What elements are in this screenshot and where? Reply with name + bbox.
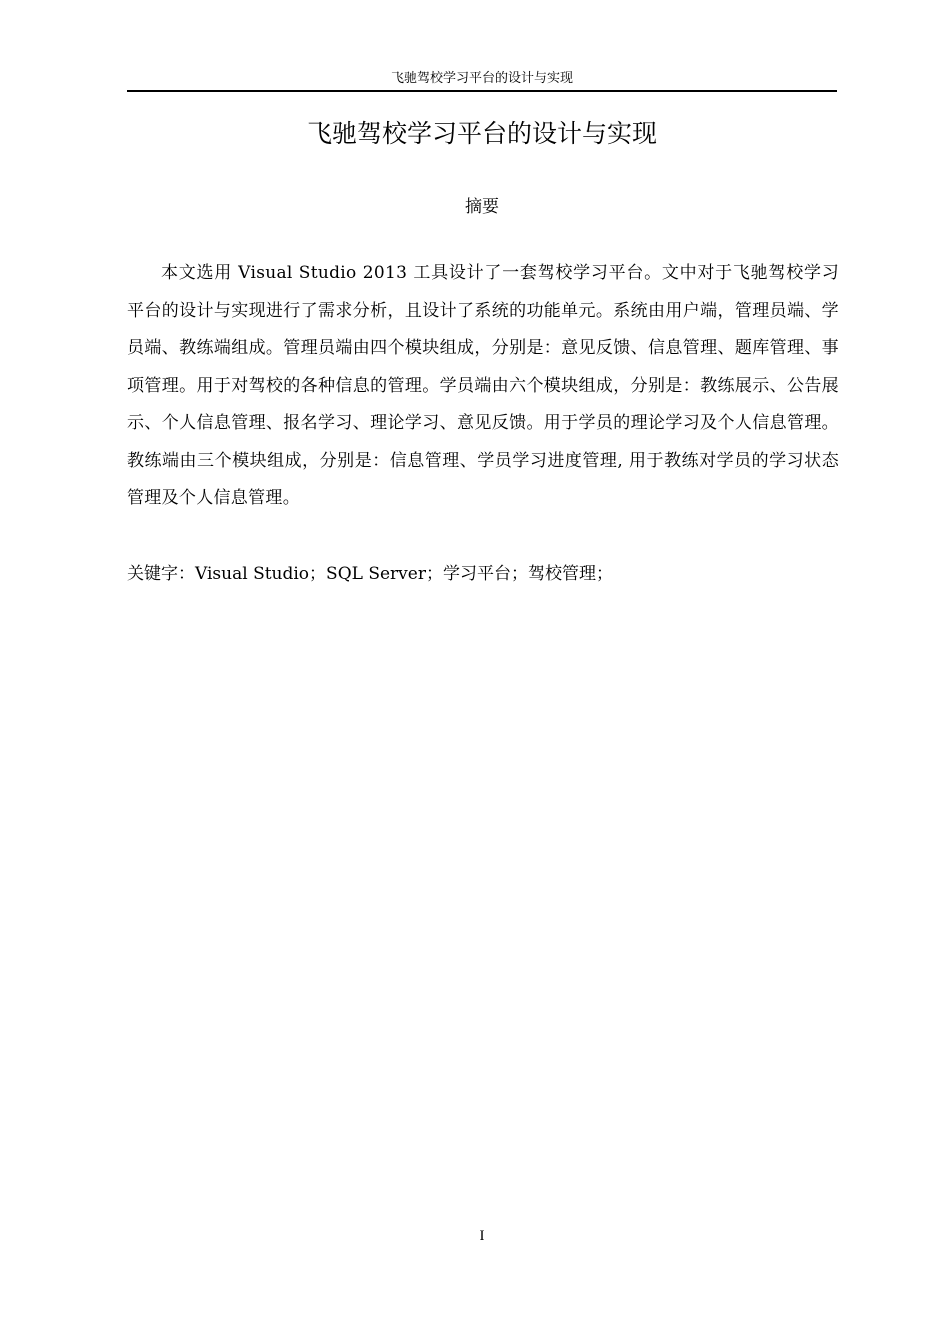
keywords-text: Visual Studio；SQL Server；学习平台；驾校管理； [195, 564, 613, 584]
keywords-label: 关键字： [127, 564, 195, 584]
abstract-heading: 摘要 [465, 197, 499, 217]
page-number: I [479, 1228, 485, 1244]
keywords-line [127, 561, 837, 587]
abstract-body: 本文选用 Visual Studio 2013 工具设计了一套驾校学习平台。文中对于飞驰驾校学习平台的设计与实现进行了需求分析，且设计了系统的功能单元。系统由用户端，管理员端、学员端、教练端组成。管理员端由四个模块组成，分别是：意见反馈、信息管理、题库管理、事项管理。用于对驾校的各种信息的管理。学员端由六个模块组成，分别是：教练展示、公告展示、个人信息管理、报名学习、理论学习、意见反馈。用于学员的理论学习及个人信息管理。教练端由三个模块组成，分别是：信息管理、学员学习进度管理, 用于教练对学员的学习状态管理及个人信息管理。 [127, 263, 839, 508]
header-divider [127, 90, 837, 92]
running-header: 飞驰驾校学习平台的设计与实现 [390, 71, 573, 86]
document-title: 飞驰驾校学习平台的设计与实现 [306, 119, 657, 148]
